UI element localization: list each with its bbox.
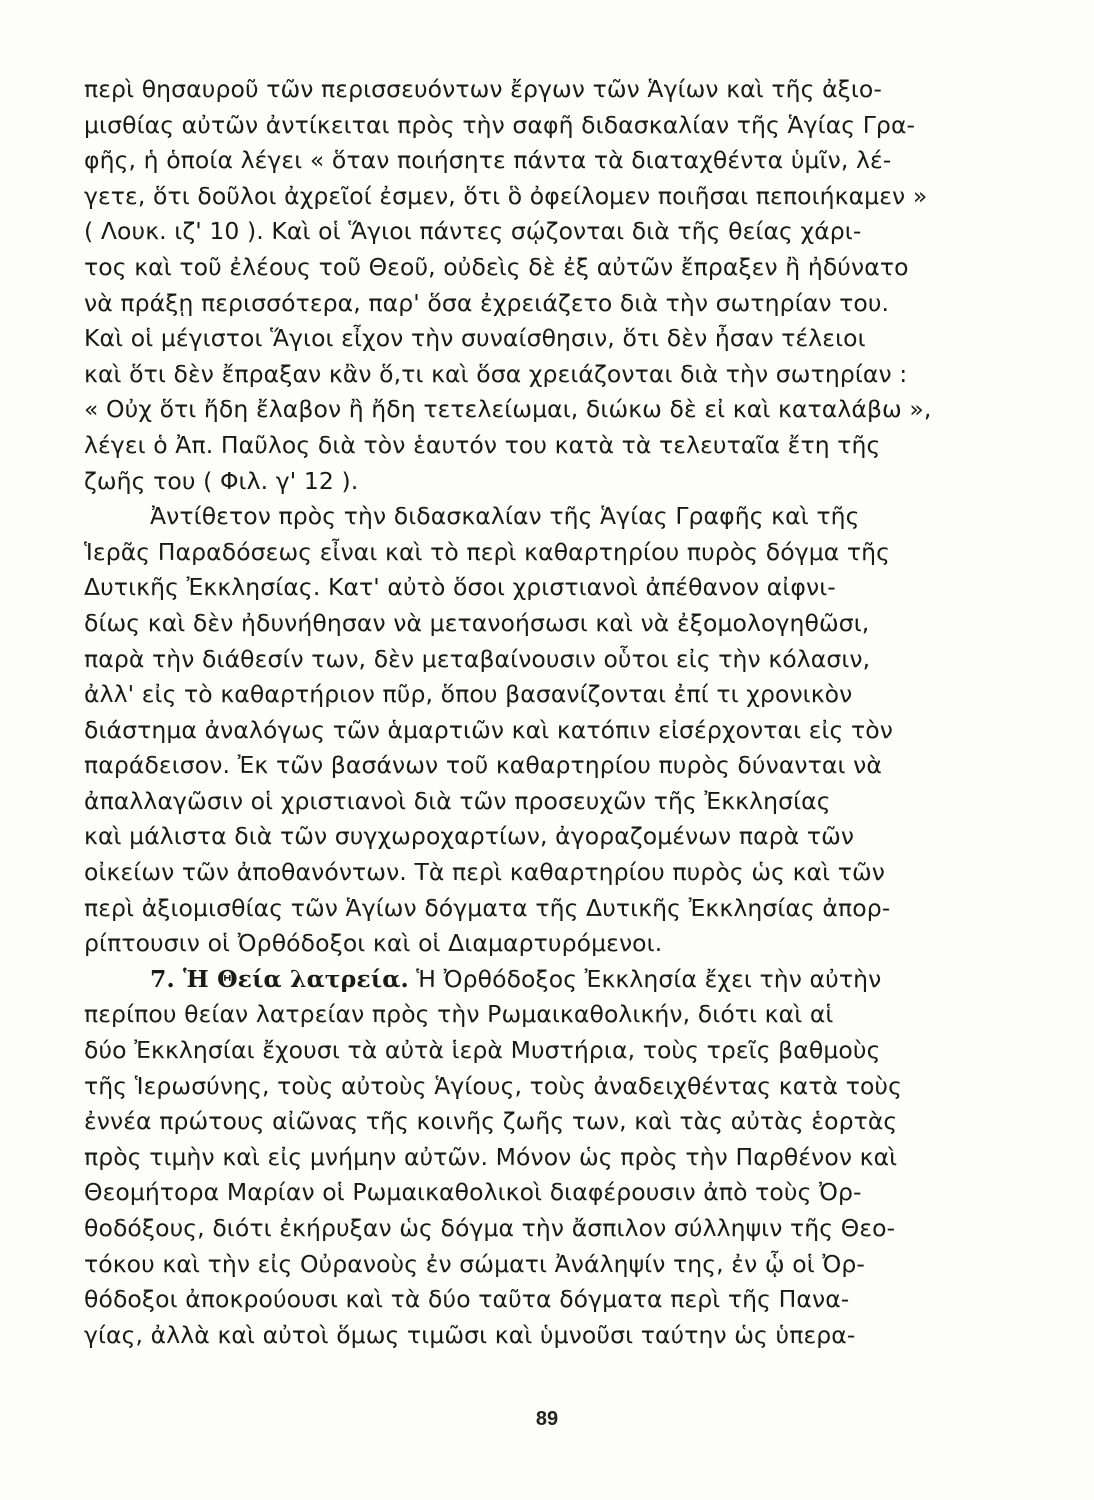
text-line: θοδόξους, διότι ἐκήρυξαν ὡς δόγμα τὴν ἄσπιλον σύλληψιν τῆς Θεο- — [84, 1214, 896, 1242]
text-line: περὶ ἀξιομισθίας τῶν Ἁγίων δόγματα τῆς Δυτικῆς Ἐκκλησίας ἀπορ- — [84, 893, 891, 922]
text-line: οἰκείων τῶν ἀποθανόντων. Τὰ περὶ καθαρτηρίου πυρὸς ὡς καὶ τῶν — [84, 858, 885, 887]
text-line: ἀλλ' εἰς τὸ καθαρτήριον πῦρ, ὅπου βασανίζονται ἐπί τι χρονικὸν — [84, 680, 853, 709]
text-line: τος καὶ τοῦ ἐλέους τοῦ Θεοῦ, οὐδεὶς δὲ ἐξ αὐτῶν ἔπραξεν ἢ ἠδύνατο — [84, 252, 909, 281]
section-first-line — [84, 962, 968, 998]
text-line: ( Λουκ. ιζ' 10 ). Καὶ οἱ Ἅγιοι πάντες σῴζονται διὰ τῆς θείας χάρι- — [84, 217, 862, 246]
text-line: καὶ μάλιστα διὰ τῶν συγχωροχαρτίων, ἀγοραζομένων παρὰ τῶν — [84, 822, 855, 851]
text-line: γετε, ὅτι δοῦλοι ἀχρεῖοί ἐσμεν, ὅτι ὃ ὀφείλομεν ποιῆσαι πεποιήκαμεν » — [84, 181, 928, 210]
text-line: Καὶ οἱ μέγιστοι Ἅγιοι εἶχον τὴν συναίσθησιν, ὅτι δὲν ἦσαν τέλειοι — [84, 324, 866, 353]
section-heading: 7. Ἡ Θεία λατρεία. — [150, 964, 409, 993]
text-line: παρὰ τὴν διάθεσίν των, δὲν μεταβαίνουσιν οὗτοι εἰς τὴν κόλασιν, — [84, 644, 871, 673]
body-text — [84, 72, 968, 1353]
text-line: θόδοξοι ἀποκρούουσι καὶ τὰ δύο ταῦτα δόγματα περὶ τῆς Πανα- — [84, 1285, 850, 1314]
text-line: νὰ πράξῃ περισσότερα, παρ' ὅσα ἐχρειάζετο διὰ τὴν σωτηρίαν του. — [84, 288, 890, 317]
text-line: Δυτικῆς Ἐκκλησίας. Κατ' αὐτὸ ὅσοι χριστιανοὶ ἀπέθανον αἰφνι- — [84, 573, 836, 602]
text-line: ἐννέα πρώτους αἰῶνας τῆς κοινῆς ζωῆς των, καὶ τὰς αὐτὰς ἑορτὰς — [84, 1107, 898, 1136]
text-line: πρὸς τιμὴν καὶ εἰς μνήμην αὐτῶν. Μόνον ὡς πρὸς τὴν Παρθένον καὶ — [84, 1142, 898, 1171]
text-line: τῆς Ἱερωσύνης, τοὺς αὐτοὺς Ἁγίους, τοὺς ἀναδειχθέντας κατὰ τοὺς — [84, 1071, 903, 1100]
text-line: περίπου θείαν λατρείαν πρὸς τὴν Ρωμαικαθολικήν, διότι καὶ αἱ — [84, 1000, 834, 1029]
text-line: διάστημα ἀναλόγως τῶν ἁμαρτιῶν καὶ κατόπιν εἰσέρχονται εἰς τὸν — [84, 715, 893, 744]
section-first-line-text: Ἡ Ὀρθόδοξος Ἐκκλησία ἔχει τὴν αὐτὴν — [408, 964, 882, 993]
text-line: ἀπαλλαγῶσιν οἱ χριστιανοὶ διὰ τῶν προσευχῶν τῆς Ἐκκλησίας — [84, 786, 831, 815]
text-line: φῆς, ἡ ὁποία λέγει « ὅταν ποιήσητε πάντα τὰ διαταχθέντα ὑμῖν, λέ- — [84, 146, 892, 175]
text-line: παράδεισον. Ἐκ τῶν βασάνων τοῦ καθαρτηρίου πυρὸς δύνανται νὰ — [84, 751, 882, 780]
text-line: ρίπτουσιν οἱ Ὀρθόδοξοι καὶ οἱ Διαμαρτυρόμενοι. — [84, 929, 663, 958]
page-number: 89 — [535, 1408, 559, 1430]
text-line: καὶ ὅτι δὲν ἔπραξαν κἂν ὅ,τι καὶ ὅσα χρειάζονται διὰ τὴν σωτηρίαν : — [84, 359, 908, 388]
text-line: « Οὐχ ὅτι ἤδη ἔλαβον ἢ ἤδη τετελείωμαι, διώκω δὲ εἰ καὶ καταλάβω », — [84, 395, 932, 424]
text-line: Ἱερᾶς Παραδόσεως εἶναι καὶ τὸ περὶ καθαρτηρίου πυρὸς δόγμα τῆς — [84, 537, 891, 566]
text-line: περὶ θησαυροῦ τῶν περισσευόντων ἔργων τῶν Ἁγίων καὶ τῆς ἀξιο- — [84, 75, 882, 103]
text-line: ζωῆς του ( Φιλ. γ' 12 ). — [84, 466, 359, 495]
text-line: Θεομήτορα Μαρίαν οἱ Ρωμαικαθολικοὶ διαφέρουσιν ἀπὸ τοὺς Ὀρ- — [84, 1178, 862, 1207]
text-line: λέγει ὁ Ἀπ. Παῦλος διὰ τὸν ἑαυτόν του κατὰ τὰ τελευταῖα ἔτη τῆς — [84, 430, 881, 459]
text-line: γίας, ἀλλὰ καὶ αὐτοὶ ὅμως τιμῶσι καὶ ὑμνοῦσι ταύτην ὡς ὑπερα- — [84, 1320, 856, 1349]
text-line: τόκου καὶ τὴν εἰς Οὐρανοὺς ἐν σώματι Ἀνάληψίν της, ἐν ᾧ οἱ Ὀρ- — [84, 1249, 865, 1278]
text-line: δύο Ἐκκλησίαι ἔχουσι τὰ αὐτὰ ἱερὰ Μυστήρια, τοὺς τρεῖς βαθμοὺς — [84, 1036, 881, 1065]
text-line: μισθίας αὐτῶν ἀντίκειται πρὸς τὴν σαφῆ διδασκαλίαν τῆς Ἁγίας Γρα- — [84, 110, 916, 139]
text-line: δίως καὶ δὲν ἠδυνήθησαν νὰ μετανοήσωσι καὶ νὰ ἐξομολογηθῶσι, — [84, 608, 870, 637]
paragraph-start-line: Ἀντίθετον πρὸς τὴν διδασκαλίαν τῆς Ἁγίας Γραφῆς καὶ τῆς — [150, 502, 860, 531]
